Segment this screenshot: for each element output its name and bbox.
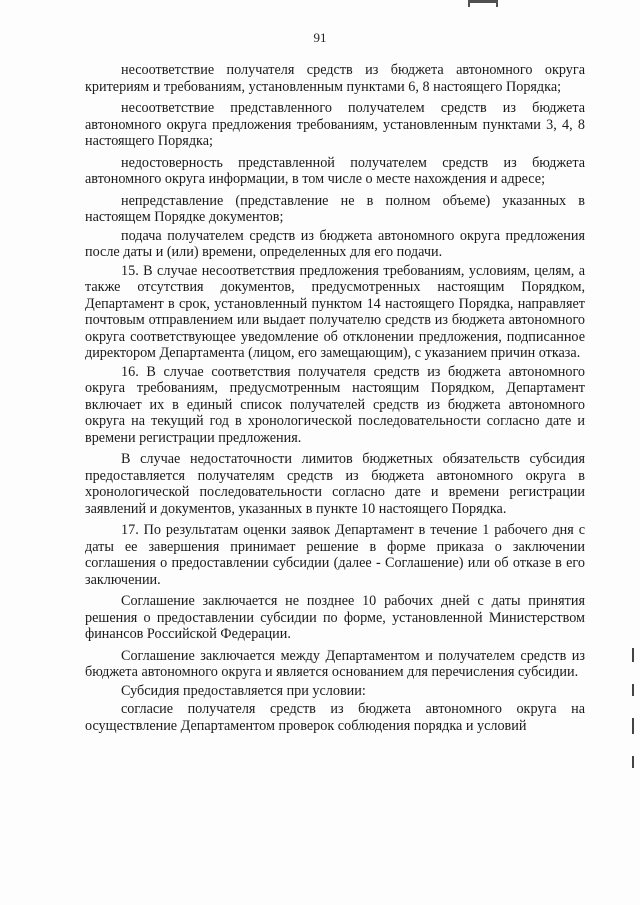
paragraph-9: 17. По результатам оценки заявок Департамент в течение 1 рабочего дня с даты ее завершения принимает решение в форме приказа о заключении соглашения о предоставлении субсидии (далее - Соглашение) или об отказе в его заключении. <box>85 522 585 588</box>
binding-mark <box>468 0 498 7</box>
paragraph-13: согласие получателя средств из бюджета автономного округа на осуществление Департаментом проверок соблюдения порядка и условий <box>85 701 585 734</box>
paragraph-8: В случае недостаточности лимитов бюджетных обязательств субсидия предоставляется получателям средств из бюджета автономного округа в хронологической последовательности согласно дате и времени регистрации заявлений и документов, указанных в пункте 10 настоящего Порядка. <box>85 451 585 517</box>
paragraph-5: подача получателем средств из бюджета автономного округа предложения после даты и (или) времени, определенных для его подачи. <box>85 227 585 260</box>
paragraph-7: 16. В случае соответствия получателя средств из бюджета автономного округа требованиям, предусмотренным настоящим Порядком, Департамент включает их в единый список получателей средств из бюджета автономного округа на текущий год в хронологической последовательности согласно дате и времени регистрации предложения. <box>85 363 585 446</box>
document-body <box>85 62 585 736</box>
paragraph-11: Соглашение заключается между Департаментом и получателем средств из бюджета автономного округа и является основанием для перечисления субсидии. <box>85 647 585 680</box>
scan-edge-marks <box>632 648 636 790</box>
paragraph-4: непредставление (представление не в полном объеме) указанных в настоящем Порядке документов; <box>85 192 585 225</box>
paragraph-1: несоответствие получателя средств из бюджета автономного округа критериям и требованиям, установленным пунктами 6, 8 настоящего Порядка; <box>85 62 585 95</box>
paragraph-2: несоответствие представленного получателем средств из бюджета автономного округа предложения требованиям, установленным пунктами 3, 4, 8 настоящего Порядка; <box>85 100 585 149</box>
paragraph-3: недостоверность представленной получателем средств из бюджета автономного округа информации, в том числе о месте нахождения и адресе; <box>85 154 585 187</box>
page-number: 91 <box>313 30 327 45</box>
paragraph-12: Субсидия предоставляется при условии: <box>121 682 366 699</box>
paragraph-6: 15. В случае несоответствия предложения требованиям, условиям, целям, а также отсутствия документов, предусмотренных настоящим Порядком, Департамент в срок, установленный пунктом 14 настоящего Порядка, направляет почтовым отправлением или выдает получателю средств из бюджета автономного округа соответствующее уведомление об отклонении предложения, подписанное директором Департамента (лицом, его замещающим), с указанием причин отказа. <box>85 262 585 361</box>
paragraph-10: Соглашение заключается не позднее 10 рабочих дней с даты принятия решения о предоставлении субсидии по форме, установленной Министерством финансов Российской Федерации. <box>85 593 585 642</box>
